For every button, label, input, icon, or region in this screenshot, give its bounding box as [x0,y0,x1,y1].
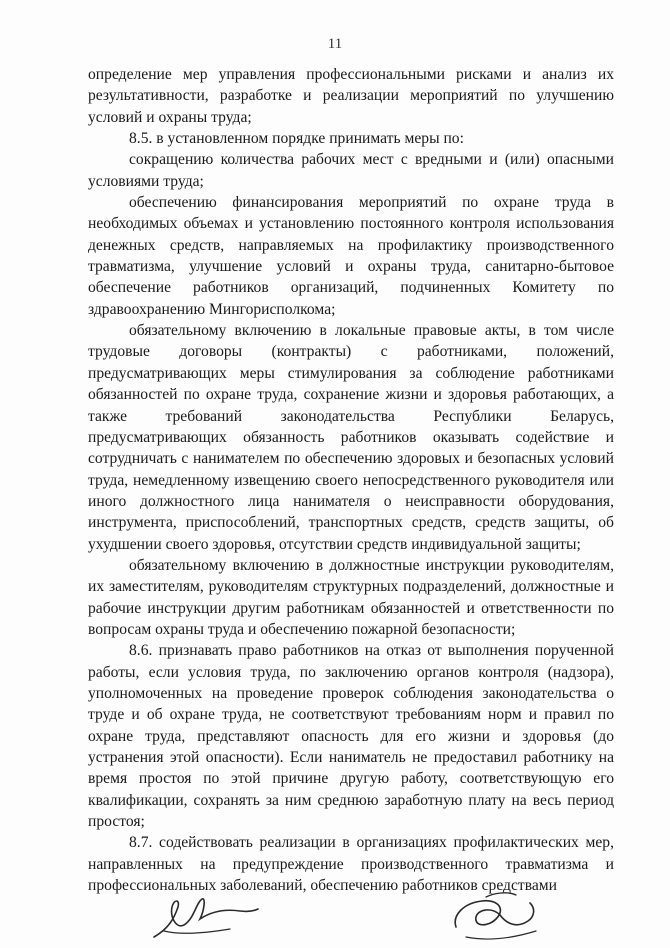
paragraph-job-instructions: обязательному включению в должностные инструкции руководителям, их заместителям, руководителям структурных подразделений, должностные и рабочие инструкции другим работникам обязанностей и ответственности по вопросам охраны труда и обеспечению пожарной безопасности; [88,556,614,638]
signature-right-icon [446,885,546,945]
document-body [88,64,614,896]
paragraph-financing: обеспечению финансирования мероприятий по охране труда в необходимых объемах и установлению постоянного контроля использования денежных средств, направляемых на профилактику производственного травматизма, улучшение условий и охраны труда, санитарно-бытовое обеспечение работников организаций, подчиненных Комитету по здравоохранению Мингорисполкома; [88,194,614,318]
paragraph-8-6: 8.6. признавать право работников на отказ от выполнения порученной работы, если условия труда, по заключению органов контроля (надзора), уполномоченных на проведение проверок соблюдения законодательства о труде и об охране труда, не соответствуют требованиям норм и правил по охране труда, представляют опасность для его жизни и здоровья (до устранения этой опасности). Если наниматель не предоставил работнику на время простоя по этой причине другую работу, соответствующую его квалификации, сохранять за ним среднюю заработную плату на весь период простоя; [88,642,614,831]
signature-left-icon [150,889,260,945]
page-number: 11 [327,36,343,52]
paragraph-8-5: 8.5. в установленном порядке принимать меры по: [129,130,464,148]
paragraph-8-7: 8.7. содействовать реализации в организациях профилактических мер, направленных на предупреждение производственного травматизма и профессиональных заболеваний, обеспечению работников средствами [88,834,614,895]
paragraph-local-acts: обязательному включению в локальные правовые акты, в том числе трудовые договоры (контракты) с работниками, положений, предусматривающих меры стимулирования за соблюдение работниками обязанностей по охране труда, сохранение жизни и здоровья работающих, а также требований законодательства Республики Беларусь, предусматривающих обязанность работников оказывать содействие и сотрудничать с нанимателем по обеспечению здоровых и безопасных условий труда, немедленному извещению своего непосредственного руководителя или иного должностного лица нанимателя о неисправности оборудования, инструмента, приспособлений, транспортных средств, средств защиты, об ухудшении своего здоровья, отсутствии средств индивидуальной защиты; [88,322,614,553]
signatures-area [0,885,670,948]
paragraph-reduce-workplaces: сокращению количества рабочих мест с вредными и (или) опасными условиями труда; [88,151,614,190]
paragraph-continuation: определение мер управления профессиональными рисками и анализ их результативности, разработке и реализации мероприятий по улучшению условий и охраны труда; [88,66,614,126]
